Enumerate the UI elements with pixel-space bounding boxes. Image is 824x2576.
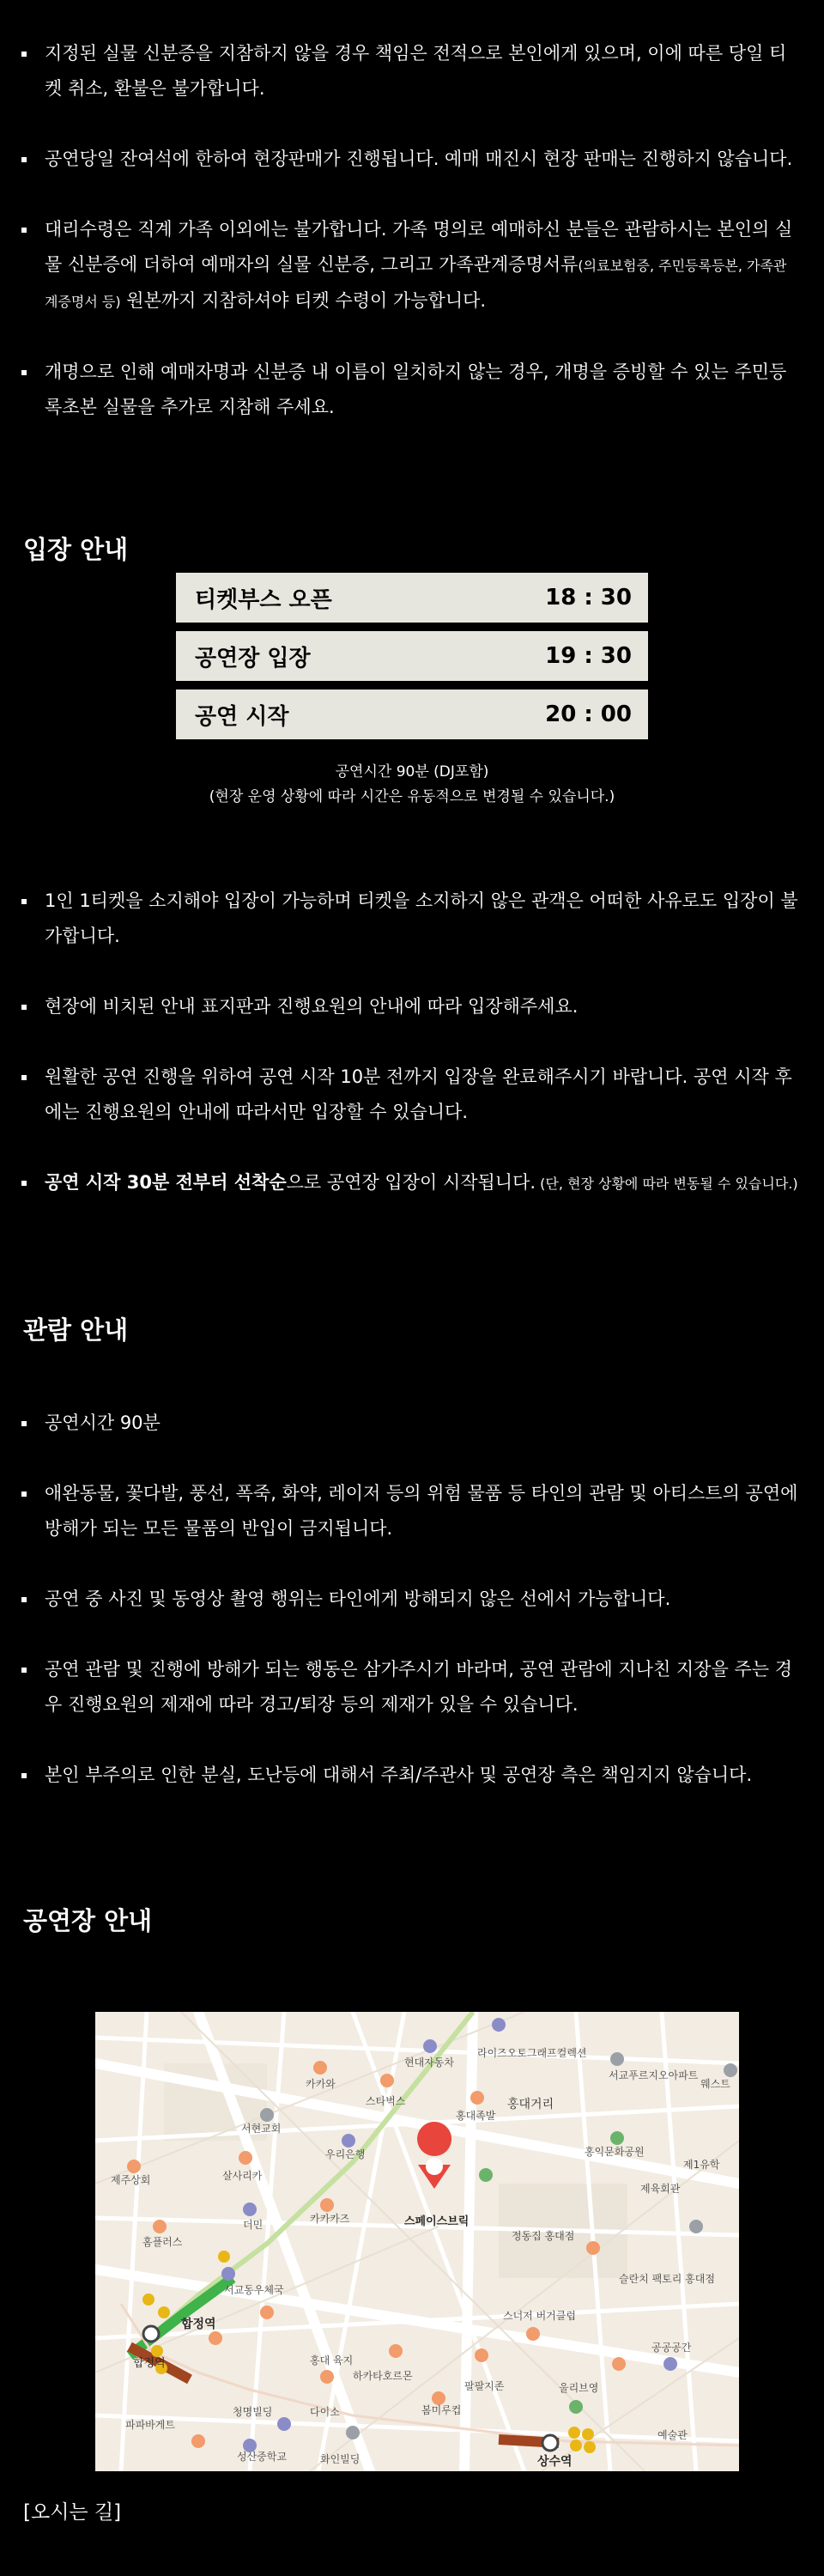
list-item: 애완동물, 꽃다발, 풍선, 폭죽, 화약, 레이저 등의 위험 물품 등 타인의 관람 및 아티스트의 공연에 방해가 되는 모든 물품의 반입이 금지됩니다.	[0, 1476, 824, 1546]
map-label: 팔팔지존	[464, 2380, 505, 2392]
schedule-time: 19 : 30	[545, 643, 632, 669]
map-label: 스타벅스	[366, 2095, 406, 2107]
entrance-section-title: 입장 안내	[23, 535, 129, 564]
list-item: 대리수령은 직계 가족 이외에는 불가합니다. 가족 명의로 예매하신 분들은 관람하시는 본인의 실물 신분증에 더하여 예매자의 실물 신분증, 그리고 가족관계증명서류(의료보험증, 주민등록등본, 가족관계증명서 등) 원본까지 지참하셔야 티켓 수령이 가능합니다.	[0, 212, 824, 319]
map-label: 카카와	[306, 2078, 336, 2090]
schedule-label: 공연장 입장	[195, 645, 311, 671]
map-label: 하카타호르몬	[353, 2370, 413, 2382]
schedule-note-line2: (현장 운영 상황에 따라 시간은 유동적으로 변경될 수 있습니다.)	[209, 788, 615, 805]
list-item: 원활한 공연 진행을 위하여 공연 시작 10분 전까지 입장을 완료해주시기 바랍니다. 공연 시작 후에는 진행요원의 안내에 따라서만 입장할 수 있습니다.	[0, 1060, 824, 1130]
venue-map[interactable]	[95, 2012, 739, 2471]
map-graphic	[95, 2012, 739, 2471]
map-station-label: 합정역	[181, 2318, 216, 2331]
map-label: 카카카즈	[310, 2213, 350, 2225]
map-label: 더민	[243, 2219, 264, 2231]
schedule-note	[0, 760, 824, 810]
map-label: 홍대 육지	[310, 2354, 354, 2366]
map-label: 서교동우체국	[224, 2284, 284, 2296]
list-item: 지정된 실물 신분증을 지참하지 않을 경우 책임은 전적으로 본인에게 있으며, 이에 따른 당일 티켓 취소, 환불은 불가합니다.	[0, 36, 824, 106]
viewing-section-title: 관람 안내	[23, 1315, 129, 1345]
map-label: 제주상회	[111, 2174, 151, 2186]
map-label: 화인빌딩	[320, 2453, 360, 2465]
viewing-rules-list	[0, 1406, 824, 1828]
map-label: 청명빌딩	[233, 2406, 273, 2418]
entrance-rules-list	[0, 884, 824, 1236]
map-label: 다이소	[310, 2406, 340, 2418]
list-item: 개명으로 인해 예매자명과 신분증 내 이름이 일치하지 않는 경우, 개명을 증빙할 수 있는 주민등록초본 실물을 추가로 지참해 주세요.	[0, 355, 824, 425]
map-label: 제1유학	[683, 2159, 720, 2171]
map-label: 파파바게트	[125, 2419, 175, 2431]
list-item: 1인 1티켓을 소지해야 입장이 가능하며 티켓을 소지하지 않은 관객은 어떠한 사유로도 입장이 불가합니다.	[0, 884, 824, 954]
map-label: 홍대족발	[456, 2110, 496, 2122]
schedule-time: 20 : 00	[545, 702, 632, 727]
map-label: 공공공간	[651, 2342, 692, 2354]
map-venue-label: 스페이스브릭	[404, 2215, 470, 2228]
schedule-row-start	[176, 690, 648, 739]
map-label: 홈플러스	[142, 2236, 183, 2248]
list-item: 공연당일 잔여석에 한하여 현장판매가 진행됩니다. 예매 매진시 현장 판매는 진행하지 않습니다.	[0, 142, 824, 177]
map-label: 울리브영	[559, 2382, 599, 2394]
list-item: 공연시간 90분	[0, 1406, 824, 1441]
map-label: 슬란치 팩토리 홍대점	[619, 2273, 715, 2285]
map-label: 서현교회	[241, 2123, 282, 2135]
map-label: 홍대거리	[507, 2098, 554, 2111]
schedule-row-booth	[176, 573, 648, 623]
map-label: 성산중학교	[237, 2451, 287, 2463]
map-label: 우리은행	[325, 2148, 366, 2160]
schedule-label: 공연 시작	[195, 703, 289, 730]
list-item: 공연 시작 30분 전부터 선착순으로 공연장 입장이 시작됩니다. (단, 현장 상황에 따라 변동될 수 있습니다.)	[0, 1165, 824, 1201]
map-station-label: 합정역	[133, 2357, 166, 2370]
venue-section-title: 공연장 안내	[23, 1906, 153, 1935]
refund-policy-list	[0, 36, 824, 460]
list-item: 현장에 비치된 안내 표지판과 진행요원의 안내에 따라 입장해주세요.	[0, 989, 824, 1024]
map-label: 라이즈오토그래프컬렉션	[477, 2047, 587, 2059]
schedule-label: 티켓부스 오픈	[195, 586, 332, 613]
map-label: 서교푸르지오아파트	[609, 2069, 699, 2081]
schedule-note-line1: 공연시간 90분 (DJ포함)	[335, 763, 489, 781]
directions-caption: [오시는 길]	[23, 2501, 122, 2524]
schedule-row-entry	[176, 631, 648, 681]
schedule-time: 18 : 30	[545, 585, 632, 611]
map-label: 현대자동차	[404, 2057, 454, 2069]
map-station-label: 상수역	[537, 2455, 573, 2469]
map-label: 봄미루컵	[421, 2404, 462, 2416]
schedule-table	[176, 573, 648, 748]
map-label: 웨스트	[700, 2078, 730, 2090]
map-label: 예술관	[657, 2429, 688, 2441]
map-label: 홍익문화공원	[585, 2146, 645, 2158]
map-label: 스너저 버거클럽	[503, 2310, 576, 2322]
map-label: 제육회관	[640, 2183, 681, 2195]
list-item: 공연 관람 및 진행에 방해가 되는 행동은 삼가주시기 바라며, 공연 관람에 지나친 지장을 주는 경우 진행요원의 제재에 따라 경고/퇴장 등의 제재가 있을 수 있습니다.	[0, 1652, 824, 1722]
map-label: 살사리카	[222, 2170, 263, 2182]
list-item: 본인 부주의로 인한 분실, 도난등에 대해서 주최/주관사 및 공연장 측은 책임지지 않습니다.	[0, 1758, 824, 1793]
map-label: 정동집 홍대점	[512, 2230, 575, 2242]
list-item: 공연 중 사진 및 동영상 촬영 행위는 타인에게 방해되지 않은 선에서 가능합니다.	[0, 1582, 824, 1617]
